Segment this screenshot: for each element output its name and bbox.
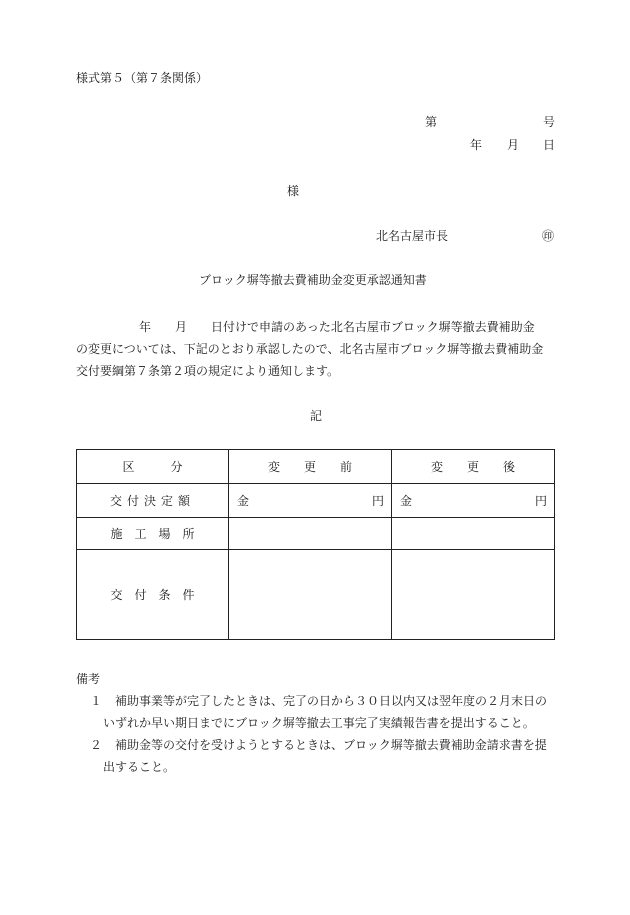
remark-text-line: いずれか早い期日までにブロック塀等撤去工事完了実績報告書を提出すること。 [103, 716, 535, 730]
change-table [76, 449, 555, 640]
remarks-heading: 備考 [76, 672, 101, 686]
header-after-change: 変 更 後 [392, 450, 555, 484]
table-row [77, 484, 555, 518]
header-before-change: 変 更 前 [229, 450, 392, 484]
header-category: 区 分 [77, 450, 229, 484]
body-line-3: 交付要綱第７条第２項の規定により通知します。 [76, 364, 340, 378]
after-yen-suffix: 円 [534, 494, 547, 508]
body-line-1-text: 日付けで申請のあった北名古屋市ブロック塀等撤去費補助金 [211, 320, 535, 334]
grant-amount-before-cell[interactable] [229, 484, 392, 518]
remark-text-line: 補助金等の交付を受けようとするときは、ブロック塀等撤去費補助金請求書を提 [115, 738, 547, 752]
form-number: 様式第５（第７条関係） [76, 71, 209, 85]
remark-number: １ [90, 694, 103, 708]
grant-amount-label: 交付決定額 [109, 494, 195, 508]
body-month-label: 月 [175, 320, 188, 334]
grant-amount-after-cell[interactable] [392, 484, 555, 518]
table-header-row [77, 450, 555, 484]
seal-mark: ㊞ [542, 229, 555, 243]
grant-conditions-after-cell[interactable] [392, 550, 555, 640]
row-label-grant-conditions: 交 付 条 件 [77, 550, 229, 640]
document-title: ブロック塀等撤去費補助金変更承認通知書 [199, 273, 427, 287]
body-line-2: の変更については、下記のとおり承認したので、北名古屋市ブロック塀等撤去費補助金 [76, 342, 544, 356]
addressee-suffix: 様 [287, 184, 300, 198]
before-yen-suffix: 円 [371, 494, 384, 508]
ki-heading: 記 [310, 409, 323, 423]
table-row [77, 550, 555, 640]
body-line-1 [76, 316, 556, 338]
date-day-label: 日 [543, 138, 556, 152]
construction-site-before-cell[interactable] [229, 518, 392, 550]
date-year-label: 年 [470, 138, 483, 152]
after-yen-prefix: 金 [400, 494, 413, 508]
remark-number: ２ [90, 738, 103, 752]
date-month-label: 月 [507, 138, 520, 152]
construction-site-after-cell[interactable] [392, 518, 555, 550]
remark-text-line: 補助事業等が完了したときは、完了の日から３０日以内又は翌年度の２月末日の [115, 694, 548, 708]
grant-conditions-before-cell[interactable] [229, 550, 392, 640]
body-year-label: 年 [139, 320, 152, 334]
remarks-section [76, 668, 566, 778]
before-yen-prefix: 金 [237, 494, 250, 508]
issuer-name: 北名古屋市長 [376, 229, 449, 243]
remark-item [76, 690, 566, 734]
remark-item [76, 734, 566, 778]
table-row [77, 518, 555, 550]
document-number-prefix: 第 [425, 115, 438, 129]
row-label-grant-amount [77, 484, 229, 518]
row-label-construction-site: 施 工 場 所 [77, 518, 229, 550]
body-paragraph [76, 316, 556, 382]
document-number-suffix: 号 [543, 115, 556, 129]
remark-text-line: 出すること。 [103, 760, 176, 774]
